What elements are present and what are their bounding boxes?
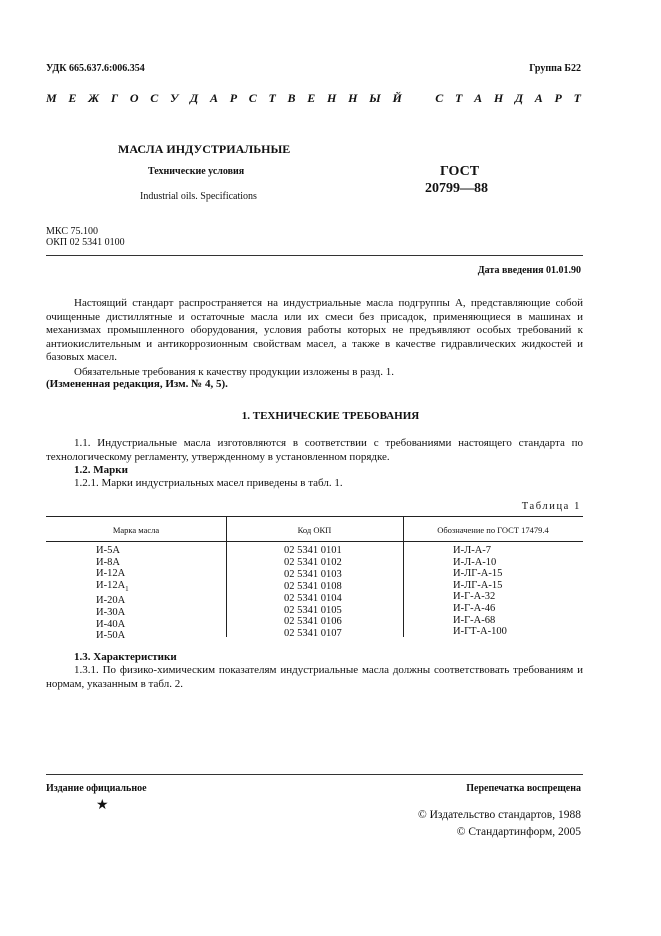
designation-cell: И-Г-А-46	[453, 602, 496, 614]
table-header-okp: Код ОКП	[297, 525, 332, 535]
banner-letter: Е	[68, 91, 77, 105]
clause-1-3-heading: 1.3. Характеристики	[74, 651, 177, 663]
group-code: Группа Б22	[529, 63, 581, 74]
banner-letter: Н	[493, 91, 504, 105]
grade-cell: И-8А	[96, 556, 120, 568]
okp-code-cell: 02 5341 0108	[284, 580, 342, 592]
banner-letter: Т	[455, 91, 463, 105]
designation-cell: И-Л-А-10	[453, 556, 497, 568]
table-header-designation: Обозначение по ГОСТ 17479.4	[437, 525, 549, 535]
banner-letter: Н	[327, 91, 337, 105]
grades-column	[96, 545, 129, 642]
grade-cell: И-5А	[96, 545, 120, 556]
clause-1-3-1: 1.3.1. По физико-химическим показателям индустриальные масла должны соответствовать требованиям и нормам, указанным в табл. 2.	[46, 664, 583, 690]
banner-letter: Р	[554, 91, 562, 105]
document-subtitle: Технические условия	[148, 166, 245, 177]
grade-subscript: 1	[125, 584, 129, 593]
okp-code-cell: 02 5341 0105	[284, 604, 342, 616]
star-icon: ★	[96, 798, 109, 813]
english-title: Industrial oils. Specifications	[140, 191, 257, 202]
grade-cell: И-12А	[96, 568, 126, 580]
banner-letter: М	[46, 91, 57, 105]
table-caption: Таблица 1	[521, 501, 581, 512]
grade-cell: И-20А	[96, 595, 126, 607]
gost-label: ГОСТ	[440, 164, 480, 179]
document-title: МАСЛА ИНДУСТРИАЛЬНЫЕ	[118, 142, 291, 156]
banner-letter: Д	[514, 91, 524, 105]
banner-letter: Д	[190, 91, 199, 105]
banner-letter: А	[209, 91, 218, 105]
designation-cell: И-ЛГ-А-15	[453, 568, 503, 580]
grade-cell: И-40А	[96, 618, 126, 630]
designation-cell: И-Л-А-7	[453, 545, 492, 556]
introduction-date-value: 01.01.90	[546, 265, 581, 276]
okp-code-cell: 02 5341 0106	[284, 616, 342, 628]
banner-letter: Р	[229, 91, 238, 105]
section-heading-technical-requirements: 1. ТЕХНИЧЕСКИЕ ТРЕБОВАНИЯ	[241, 410, 420, 422]
banner-letter: У	[169, 91, 179, 105]
designation-cell: И-ГТ-А-100	[453, 626, 507, 638]
header-divider	[46, 255, 583, 256]
scope-paragraph: Настоящий стандарт распространяется на индустриальные масла подгруппы А, представляющие собой очищенные дистиллятные и остаточные масла или их смеси без присадок, применяющиеся в машинах и механизмах промышленного оборудования, условия работы которых не предъявляют особых требований к антиокислительным и антикоррозионным свойствам масел, а также в качестве гидравлических жидкостей и базовых масел.	[46, 297, 583, 364]
mks-code: МКС 75.100	[46, 226, 98, 237]
banner-letter: В	[287, 91, 296, 105]
okp-code-cell: 02 5341 0103	[284, 568, 342, 580]
grade-cell: $И-12А_1$	[96, 579, 129, 593]
designation-cell: И-Г-А-32	[453, 591, 496, 603]
banner-letter: Ы	[369, 91, 381, 105]
official-edition-label: Издание официальное	[46, 783, 147, 794]
classification-codes	[46, 226, 125, 248]
banner-letter: Ж	[88, 91, 100, 105]
banner-gap	[414, 91, 424, 106]
okp-code-cell: 02 5341 0107	[284, 628, 342, 640]
interstate-standard-banner	[46, 91, 581, 106]
clause-1-2-1: 1.2.1. Марки индустриальных масел приведены в табл. 1.	[74, 477, 343, 489]
grade-cell: И-50А	[96, 630, 126, 642]
clause-1-2-heading: 1.2. Марки	[74, 464, 128, 476]
clause-1-1: 1.1. Индустриальные масла изготовляются в соответствии с требованиями настоящего стандарта по технологическому регламенту, утвержденному в установленном порядке.	[46, 437, 583, 463]
reprint-prohibited-label: Перепечатка воспрещена	[466, 783, 581, 794]
designation-cell: И-Г-А-68	[453, 614, 496, 626]
banner-letter: Е	[307, 91, 316, 105]
udk-code: УДК 665.637.6:006.354	[46, 63, 145, 74]
copyright-standartinform-2005: © Стандартинформ, 2005	[456, 826, 581, 838]
oil-grades-table	[46, 516, 583, 642]
banner-letter: Й	[392, 91, 402, 105]
footer-divider	[46, 774, 583, 775]
banner-letter: О	[129, 91, 139, 105]
banner-letter: С	[248, 91, 257, 105]
okp-code-cell: 02 5341 0101	[284, 545, 342, 556]
banner-letter: А	[534, 91, 543, 105]
grade-cell: И-30А	[96, 607, 126, 619]
banner-letter: А	[474, 91, 483, 105]
introduction-date-label: Дата введения	[477, 265, 544, 276]
gost-number: 20799—88	[425, 181, 488, 196]
okp-column	[284, 545, 342, 640]
table-header-grade: Марка масла	[112, 525, 160, 535]
banner-letter: Н	[348, 91, 358, 105]
banner-letter: Т	[573, 91, 581, 105]
designation-cell: И-ЛГ-А-15	[453, 579, 503, 591]
okp-code: ОКП 02 5341 0100	[46, 237, 125, 248]
copyright-publisher-1988: © Издательство стандартов, 1988	[417, 809, 581, 821]
banner-letter: С	[435, 91, 444, 105]
introduction-date	[478, 265, 581, 276]
banner-letter: Т	[268, 91, 276, 105]
amendment-note: (Измененная редакция, Изм. № 4, 5).	[46, 378, 228, 390]
designation-column	[453, 545, 507, 638]
banner-letter: Г	[110, 91, 119, 105]
okp-code-cell: 02 5341 0104	[284, 592, 342, 604]
banner-letter: С	[150, 91, 159, 105]
mandatory-requirements-paragraph: Обязательные требования к качеству продукции изложены в разд. 1.	[74, 366, 395, 378]
okp-code-cell: 02 5341 0102	[284, 556, 342, 568]
